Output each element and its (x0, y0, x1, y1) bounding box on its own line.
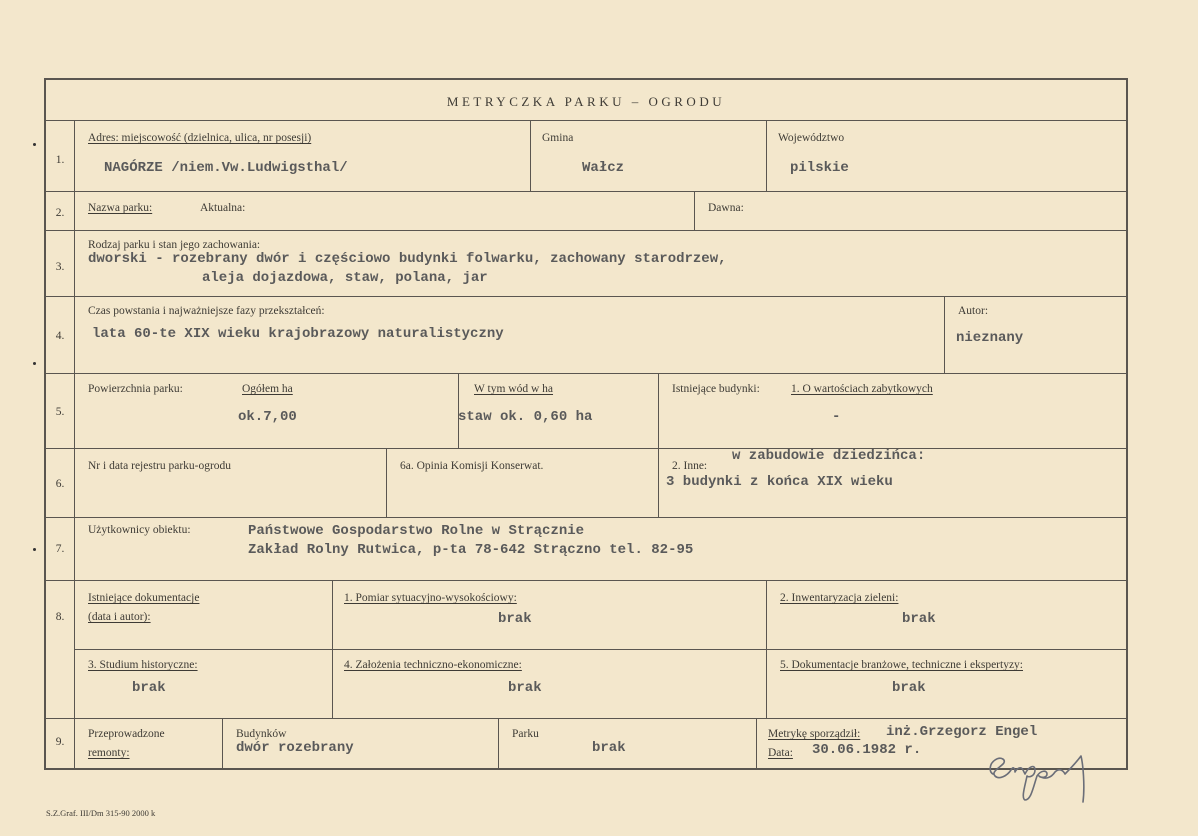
historic-buildings-value: - (832, 409, 841, 425)
park-record-form (44, 78, 1128, 770)
row-number: 4. (55, 330, 65, 342)
punch-mark (33, 362, 36, 365)
row-divider (46, 448, 1126, 449)
number-column-divider (74, 120, 75, 768)
col-divider (222, 718, 223, 768)
author-label: Autor: (958, 305, 989, 317)
historical-study-label: 3. Studium historyczne: (88, 659, 198, 671)
users-line2: Zakład Rolny Rutwica, p-ta 78-642 Strączno tel. 82-95 (248, 542, 694, 558)
row-divider (46, 120, 1126, 121)
park-name-label: Nazwa parku: (88, 202, 153, 214)
punch-mark (33, 548, 36, 551)
current-name-label: Aktualna: (200, 202, 246, 214)
author-value: nieznany (956, 330, 1024, 346)
row-divider (74, 649, 1126, 650)
total-area-label: Ogółem ha (242, 383, 293, 395)
prepared-by-value: inż.Grzegorz Engel (886, 724, 1038, 740)
col-divider (944, 296, 945, 373)
inventory-label: 2. Inwentaryzacja zieleni: (780, 592, 899, 604)
buildings-label: Istniejące budynki: (672, 383, 760, 395)
water-area-label: W tym wód w ha (474, 383, 554, 395)
users-line1: Państwowe Gospodarstwo Rolne w Strącznie (248, 523, 585, 539)
col-divider (766, 580, 767, 718)
repairs-buildings-value: dwór rozebrany (236, 740, 354, 756)
repairs-label: Przeprowadzone (88, 728, 165, 740)
row-number: 6. (55, 478, 65, 490)
branch-docs-label: 5. Dokumentacje branżowe, techniczne i ekspertyzy: (780, 659, 1023, 671)
handwritten-signature (985, 746, 1120, 816)
gmina-value: Wałcz (582, 160, 625, 176)
inventory-value: brak (902, 611, 936, 627)
gmina-label: Gmina (542, 132, 574, 144)
other-buildings-line2: 3 budynki z końca XIX wieku (666, 474, 893, 490)
history-label: Czas powstania i najważniejsze fazy przekształceń: (88, 305, 325, 317)
historical-study-value: brak (132, 680, 166, 696)
address-value: NAGÓRZE /niem.Vw.Ludwigsthal/ (104, 160, 348, 176)
existing-docs-label: Istniejące dokumentacje (88, 592, 200, 604)
other-buildings-line1: w zabudowie dziedzińca: (732, 448, 926, 464)
assumptions-label: 4. Założenia techniczno-ekonomiczne: (344, 659, 522, 671)
area-label: Powierzchnia parku: (88, 383, 183, 395)
punch-mark (33, 143, 36, 146)
col-divider (386, 448, 387, 517)
water-area-value: staw ok. 0,60 ha (458, 409, 593, 425)
row-divider (46, 580, 1126, 581)
row-divider (46, 230, 1126, 231)
assumptions-value: brak (508, 680, 542, 696)
repairs-park-value: brak (592, 740, 626, 756)
survey-value: brak (498, 611, 532, 627)
address-label: Adres: miejscowość (dzielnica, ulica, nr posesji) (88, 132, 312, 144)
row-number: 8. (55, 611, 65, 623)
col-divider (658, 373, 659, 517)
repairs-buildings-label: Budynków (236, 728, 287, 740)
col-divider (694, 191, 695, 230)
users-label: Użytkownicy obiektu: (88, 524, 191, 536)
existing-docs-label-2: (data i autor): (88, 611, 151, 623)
row-number: 5. (55, 406, 65, 418)
row-number: 2. (55, 207, 65, 219)
wojewodztwo-label: Województwo (778, 132, 845, 144)
row-divider (46, 517, 1126, 518)
other-buildings-label: 2. Inne: (672, 460, 708, 472)
col-divider (530, 120, 531, 191)
historic-buildings-label: 1. O wartościach zabytkowych (791, 383, 933, 395)
row-number: 7. (55, 543, 65, 555)
prepared-by-label: Metrykę sporządził: (768, 728, 861, 740)
row-divider (46, 373, 1126, 374)
branch-docs-value: brak (892, 680, 926, 696)
register-label: Nr i data rejestru parku-ogrodu (88, 460, 232, 472)
row-number: 9. (55, 736, 65, 748)
conservator-opinion-label: 6a. Opinia Komisji Konserwat. (400, 460, 544, 472)
form-title: METRYCZKA PARKU – OGRODU (446, 94, 726, 109)
col-divider (498, 718, 499, 768)
date-label: Data: (768, 747, 793, 759)
footer-print-code: S.Z.Graf. III/Dm 315-90 2000 k (46, 808, 156, 818)
row-number: 1. (55, 154, 65, 166)
park-type-label: Rodzaj parku i stan jego zachowania: (88, 239, 261, 251)
survey-label: 1. Pomiar sytuacyjno-wysokościowy: (344, 592, 517, 604)
wojewodztwo-value: pilskie (790, 160, 849, 176)
park-type-line2: aleja dojazdowa, staw, polana, jar (202, 270, 488, 286)
repairs-label-2: remonty: (88, 747, 130, 759)
repairs-park-label: Parku (512, 728, 539, 740)
former-name-label: Dawna: (708, 202, 744, 214)
col-divider (332, 580, 333, 718)
col-divider (766, 120, 767, 191)
row-divider (46, 718, 1126, 719)
row-number: 3. (55, 261, 65, 273)
total-area-value: ok.7,00 (238, 409, 297, 425)
park-type-line1: dworski - rozebrany dwór i częściowo budynki folwarku, zachowany starodrzew, (88, 251, 727, 267)
date-value: 30.06.1982 r. (812, 742, 922, 758)
col-divider (756, 718, 757, 768)
row-divider (46, 296, 1126, 297)
row-divider (46, 191, 1126, 192)
history-value: lata 60-te XIX wieku krajobrazowy naturalistyczny (92, 326, 504, 342)
